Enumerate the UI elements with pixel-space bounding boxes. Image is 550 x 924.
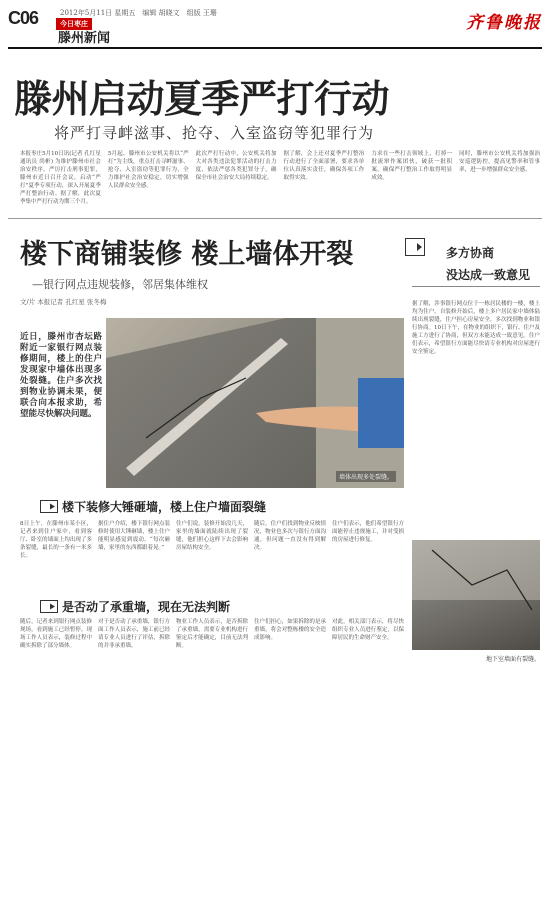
story1-col: 本报枣庄5月10日讯(记者 孔红星 通讯员 尚彬) 为维护滕州市社会治安秩序，严厉打击刑事犯罪，滕州市近日召开会议，启动“严打”夏季专项行动，深入开展夏季严打整治行动。据了解，此次夏季集中严打行动为期三个月。 [20, 151, 101, 205]
subsection-2-body [20, 618, 404, 650]
sub2-col: 对此，相关部门表示，将尽快组织专业人员进行鉴定，以保障居民的生命财产安全。 [332, 619, 404, 641]
sub2-col: 住户们担心，如果拆除的是承重墙，将会对整栋楼的安全造成影响。 [254, 619, 326, 641]
sidebar-title-2: 没达成一致意见 [446, 268, 531, 282]
sub1-col: 随后，住户们找到物业反映情况，物业也多次与银行方面沟通，但问题一直没有得到解决。 [254, 521, 326, 551]
photo-caption: 墙体出现多处裂缝。 [336, 471, 396, 482]
section-divider [8, 218, 542, 219]
issue-meta: 2012年5月11日 星期五 编辑 胡晓文 组版 王珊 [60, 9, 217, 17]
section-name: 滕州新闻 [58, 30, 111, 45]
subsection-2-title: 是否动了承重墙，现在无法判断 [62, 600, 231, 614]
story1-col: 同时，滕州市公安机关将加强治安巡逻防控，提高见警率和管事率，进一步增强群众安全感。 [459, 151, 540, 173]
subsection-1-body [20, 520, 404, 560]
headline-story2: 楼下商铺装修 楼上墙体开裂 [20, 239, 354, 270]
subhead-story1: 将严打寻衅滋事、抢夺、入室盗窃等犯罪行为 [54, 124, 375, 142]
headline-story1: 滕州启动夏季严打行动 [14, 77, 390, 121]
sub1-col: 8日上午，在滕州市某小区，记者来到住户家中，看到客厅、卧室的墙面上均出现了多条裂缝，最长的一条有一米多长。 [20, 521, 92, 559]
subsection-2-header [40, 598, 400, 615]
arrow-icon [405, 238, 425, 256]
sub1-col: 住户们表示，他们希望银行方面能停止违规施工，并对受损的房屋进行修复。 [332, 521, 404, 543]
bottom-photo-caption: 地下室墙面有裂缝。 [485, 656, 540, 663]
story1-col: 力求在一些打击领域上，打掉一批流窜作案团伙，破获一批积案，确保严打整治工作取得明显成效。 [371, 151, 453, 181]
news-photo [106, 318, 404, 488]
sub1-col: 住户们说，装修开始没几天，家里的墙面就陆续出现了裂缝，他们担心这样下去会影响房屋结构安全。 [176, 521, 248, 551]
arrow-icon [40, 500, 58, 513]
sub2-col: 对于是否动了承重墙，银行方面工作人员表示，施工前已经请专业人员进行了评估，拆除的并非承重墙。 [98, 619, 170, 649]
sub2-col: 随后，记者来到银行网点装修现场，看到施工已经暂停。现场工作人员表示，装修过程中确实拆除了部分墙体。 [20, 619, 92, 649]
story1-col: 此次严打行动中，公安机关将加大对各类违法犯罪活动的打击力度，依法严惩各类犯罪分子，确保全市社会治安大局持续稳定。 [195, 151, 277, 181]
page-number: C06 [8, 8, 39, 28]
story1-columns [20, 150, 540, 206]
header-divider [8, 47, 542, 49]
sidebar-text: 据了解，涉事银行网点位于一栋居民楼的一楼，楼上均为住户。自装修开始后，楼上多户居民家中墙体陆续出现裂缝，住户担心房屋安全，多次找到物业和银行协商。10日下午，在物业的组织下，银行、住户及施工方进行了协商，但双方未能达成一致意见。住户们表示，希望银行方面能尽快请专业机构对房屋进行安全鉴定。 [412, 301, 541, 355]
byline: 文/片 本报记者 孔红星 张冬梅 [20, 298, 107, 306]
subsection-1-header [40, 498, 400, 515]
bottom-photo [412, 540, 540, 650]
photo-illustration [106, 318, 404, 488]
section-tag: 今日枣庄 [56, 18, 92, 30]
subsection-2 [40, 598, 400, 615]
photo-illustration [412, 540, 540, 650]
arrow-icon [40, 600, 58, 613]
subsection-1-title: 楼下装修大锤砸墙，楼上住户墙面裂缝 [62, 500, 267, 514]
newspaper-logo: 齐鲁晚报 [466, 13, 542, 33]
story2-lede: 近日，滕州市杏坛路附近一家银行网点装修期间，楼上的住户发现家中墙体出现多处裂缝。住户多次找到物业协调未果，便联合向本报求助，希望能尽快解决问题。 [20, 332, 102, 419]
story1-col: 5月起，滕州市公安机关将以“严打”为主线，重点打击寻衅滋事、抢夺、入室盗窃等犯罪行为，全力维护社会治安稳定，切实增强人民群众安全感。 [107, 151, 189, 189]
subsection-1 [40, 498, 400, 515]
subhead-story2: —银行网点违规装修，邻居集体维权 [32, 278, 208, 291]
sub1-col: 据住户介绍，楼下银行网点装修时使用大锤砸墙，楼上住户能明显感觉到震动。“每次砸墙，家里的东西都跟着晃。” [98, 521, 170, 551]
story1-col: 据了解，会上还对夏季严打整治行动进行了全面部署，要求各单位认真落实责任，确保各项工作取得实效。 [283, 151, 365, 181]
sub2-col: 物业工作人员表示，是否拆除了承重墙，需要专业机构进行鉴定后才能确定，目前无法判断。 [176, 619, 248, 649]
sidebar-title-1: 多方协商 [446, 246, 495, 260]
sidebar-divider [412, 286, 540, 287]
